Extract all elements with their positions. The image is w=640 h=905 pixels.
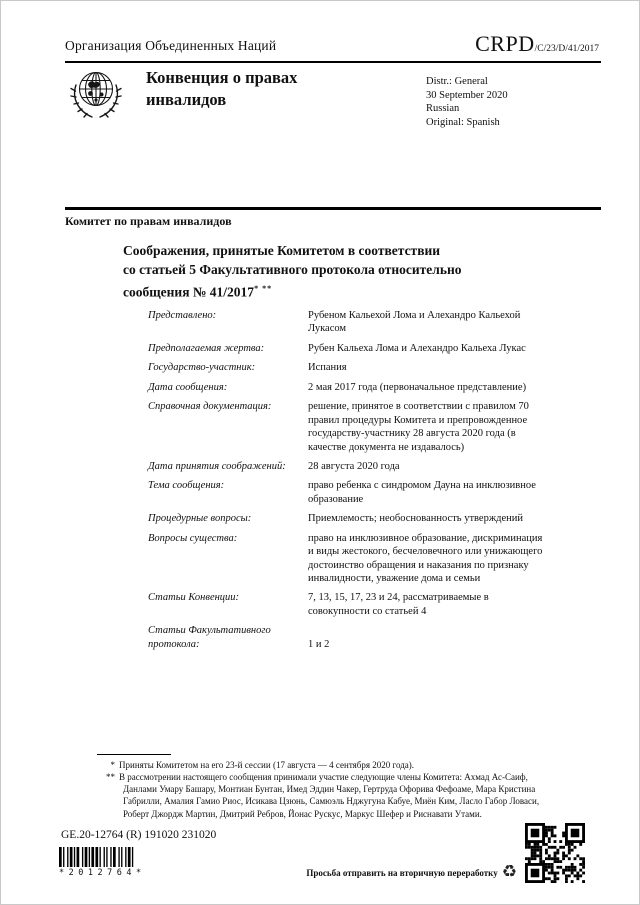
footnote-text: В рассмотрении настоящего сообщения принимали участие следующие члены Комитета: Ахмад Ас-Саиф, Данлами Умару Башару, Монтиан Бунтан, Имед Эддин Чакер, Гертруда Офорива Фефоаме, Мара Кристина Габрилли, Амалия Гамио Риос, Исикава Цзюнь, Самюэль Нджугуна Кабуе, Миён Ким, Ласло Габор Ловаси, Роберт Джордж Мартин, Дмитрий Ребров, Йонас Рускус, Маркус Шефер и Риснавати Утами. (119, 772, 540, 819)
title-line-1: Соображения, принятые Комитетом в соответствии (123, 243, 441, 258)
convention-title: Конвенция о правах инвалидов (146, 68, 298, 109)
field-value: 28 августа 2020 года (308, 460, 400, 472)
footnote (65, 759, 563, 771)
table-row (148, 361, 568, 374)
table-row (148, 460, 568, 473)
field-value: решение, принятое в соответствии с правилом 70 правил процедуры Комитета и препровожденное государству-участнику 28 августа 2020 года (в качестве документа не издавалось) (308, 401, 529, 453)
field-value: 2 мая 2017 года (первоначальное представление) (308, 381, 527, 393)
barcode (59, 847, 169, 878)
doc-symbol-main: CRPD (475, 31, 535, 56)
distribution-block (426, 75, 508, 129)
field-label: Дата принятия соображений: (148, 460, 286, 472)
field-label: Статьи Конвенции: (148, 592, 240, 604)
field-label: Вопросы существа: (148, 532, 238, 544)
table-row (148, 512, 568, 525)
field-value: 7, 13, 15, 17, 23 и 24, рассматриваемые в совокупности со статьей 4 (308, 592, 489, 617)
date-line: 30 September 2020 (426, 89, 508, 101)
table-row (148, 591, 568, 618)
table-row (148, 532, 568, 586)
field-label: Статьи Факультативного протокола: (148, 625, 271, 650)
footnotes (65, 759, 563, 820)
table-row (148, 479, 568, 506)
field-value: 1 и 2 (308, 638, 330, 650)
field-value: право на инклюзивное образование, дискриминация и виды жестокого, бесчеловечного или унижающего достоинство обращения и наказания по признаку инвалидности, уважение дома и семьи (308, 532, 543, 584)
field-value: Рубен Кальеха Лома и Алехандро Кальеха Лукас (308, 342, 526, 354)
ge-document-number: GE.20-12764 (R) 191020 231020 (61, 829, 217, 841)
document-title (123, 241, 503, 302)
doc-symbol (475, 31, 599, 57)
table-row (148, 309, 568, 336)
footnote-text: Приняты Комитетом на его 23-й сессии (17 августа — 4 сентября 2020 года). (119, 760, 415, 770)
barcode-text: *2012764* (59, 868, 146, 878)
field-label: Процедурные вопросы: (148, 513, 252, 525)
field-label: Дата сообщения: (148, 381, 228, 393)
table-row (148, 400, 568, 454)
field-value: Испания (308, 362, 347, 374)
header-divider (65, 61, 601, 63)
title-footnote-marks: * ** (254, 284, 273, 293)
table-row (148, 624, 568, 651)
section-divider (65, 207, 601, 210)
footnote-mark: ** (106, 772, 115, 783)
field-value: право ребенка с синдромом Дауна на инклюзивное образование (308, 480, 536, 505)
footnote-divider (97, 754, 171, 755)
recycle-icon: ♻ (501, 862, 517, 882)
title-line-3: сообщения № 41/2017* ** (123, 284, 273, 300)
field-label: Предполагаемая жертва: (148, 342, 265, 354)
un-emblem-icon (67, 65, 125, 123)
original-line: Original: Spanish (426, 116, 500, 128)
table-row (148, 381, 568, 394)
title-line-2: со статьей 5 Факультативного протокола относительно (123, 262, 462, 277)
case-fields-table (148, 309, 568, 657)
field-value: Приемлемость; необоснованность утверждений (308, 513, 523, 525)
recycle-note (306, 864, 517, 881)
committee-heading: Комитет по правам инвалидов (65, 214, 232, 228)
field-value: Рубеном Кальехой Лома и Алехандро Кальехой Лукасом (308, 310, 521, 335)
field-label: Государство-участник: (148, 362, 256, 374)
language-line: Russian (426, 103, 460, 114)
distr-line: Distr.: General (426, 76, 488, 87)
field-label: Тема сообщения: (148, 480, 225, 492)
table-row (148, 342, 568, 355)
qr-code (525, 823, 585, 883)
field-label: Справочная документация: (148, 401, 272, 413)
recycle-text: Просьба отправить на вторичную переработку (306, 867, 498, 878)
footnote (65, 771, 563, 820)
footnote-mark: * (110, 760, 115, 770)
field-label: Представлено: (148, 310, 217, 321)
doc-symbol-suffix: /C/23/D/41/2017 (534, 44, 599, 54)
un-org-name: Организация Объединенных Наций (65, 38, 277, 53)
